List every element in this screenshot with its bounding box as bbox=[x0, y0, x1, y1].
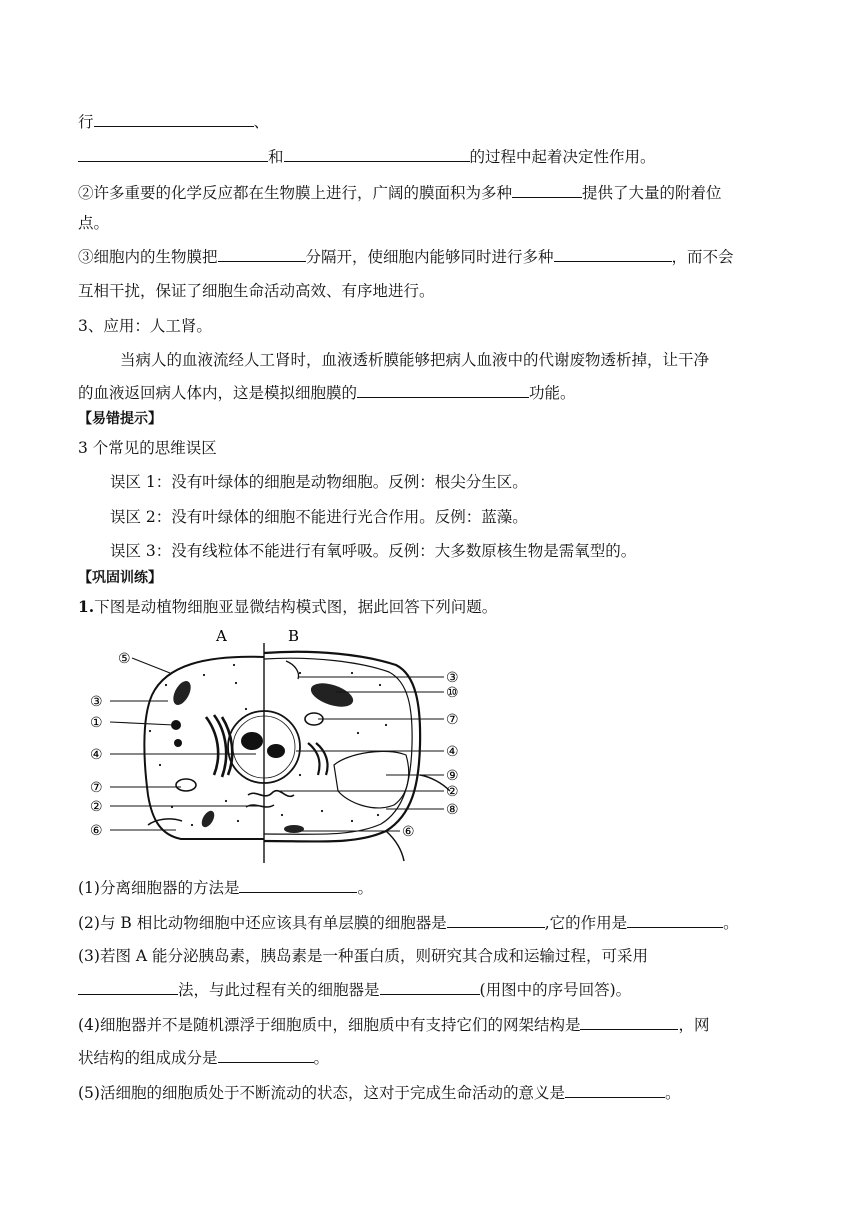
label-1: ① bbox=[90, 715, 103, 731]
answer-blank[interactable] bbox=[78, 145, 268, 162]
text: 。 bbox=[313, 1049, 330, 1067]
question-1 bbox=[78, 596, 497, 618]
answer-blank[interactable] bbox=[78, 978, 178, 995]
subquestion-3b bbox=[78, 978, 631, 1001]
text: 法，与此过程有关的细胞器是 bbox=[178, 981, 380, 999]
label-b: B bbox=[288, 627, 300, 645]
vacuole bbox=[334, 751, 409, 808]
endoplasmic-reticulum bbox=[246, 791, 294, 807]
text: 行 bbox=[78, 113, 94, 131]
tip-item-2: 误区 2：没有叶绿体的细胞不能进行光合作用。反例：蓝藻。 bbox=[110, 508, 528, 526]
label-8: ⑧ bbox=[446, 802, 459, 818]
label-5: ⑤ bbox=[118, 651, 131, 667]
text: ③细胞内的生物膜把 bbox=[78, 248, 218, 266]
text: (4)细胞器并不是随机漂浮于细胞质中，细胞质中有支持它们的网架结构是 bbox=[78, 1016, 581, 1034]
label-a: A bbox=[216, 627, 227, 645]
label-2-right: ② bbox=[446, 784, 459, 800]
label-4: ④ bbox=[90, 747, 103, 763]
section-header-tips: 【易错提示】 bbox=[78, 411, 162, 427]
question-text: 下图是动植物细胞亚显微结构模式图，据此回答下列问题。 bbox=[94, 598, 498, 616]
text: (用图中的序号回答)。 bbox=[479, 981, 632, 999]
answer-blank[interactable] bbox=[239, 876, 357, 893]
section-header-practice: 【巩固训练】 bbox=[78, 570, 162, 586]
subquestion-3a: (3)若图 A 能分泌胰岛素，胰岛素是一种蛋白质，则研究其合成和运输过程，可采用 bbox=[78, 947, 649, 965]
tip-item-1: 误区 1：没有叶绿体的细胞是动物细胞。反例：根尖分生区。 bbox=[110, 473, 528, 491]
text: 分隔开，使细胞内能够同时进行多种 bbox=[305, 248, 554, 266]
label-6: ⑥ bbox=[90, 823, 103, 839]
tip-item-3: 误区 3：没有线粒体不能进行有氧呼吸。反例：大多数原核生物是需氧型的。 bbox=[110, 542, 637, 560]
label-3: ③ bbox=[90, 694, 103, 710]
text: 。 bbox=[723, 914, 739, 932]
text: 提供了大量的附着位 bbox=[582, 184, 722, 202]
subquestion-5 bbox=[78, 1081, 680, 1104]
text-line-6: 互相干扰，保证了细胞生命活动高效、有序地进行。 bbox=[78, 282, 435, 300]
label-4-right: ④ bbox=[446, 744, 459, 760]
label-3-right: ③ bbox=[446, 670, 459, 686]
text: 。 bbox=[357, 879, 373, 897]
answer-blank[interactable] bbox=[554, 245, 672, 262]
text-line-4: 点。 bbox=[78, 214, 110, 232]
nucleolus bbox=[241, 732, 263, 750]
answer-blank[interactable] bbox=[627, 911, 723, 928]
label-7-right: ⑦ bbox=[446, 712, 459, 728]
text-line-1 bbox=[78, 110, 269, 133]
answer-blank[interactable] bbox=[357, 381, 529, 398]
text-line-2 bbox=[78, 145, 656, 168]
text-line-3 bbox=[78, 181, 722, 204]
centrosome bbox=[171, 720, 182, 747]
text: ,它的作用是 bbox=[544, 914, 628, 932]
text: 的血液返回病人体内，这是模拟细胞膜的 bbox=[78, 384, 358, 402]
answer-blank[interactable] bbox=[512, 181, 582, 198]
answer-blank[interactable] bbox=[218, 245, 306, 262]
subquestion-2 bbox=[78, 911, 739, 934]
question-number: 1. bbox=[78, 597, 95, 616]
text: (1)分离细胞器的方法是 bbox=[78, 879, 240, 897]
subquestion-1 bbox=[78, 876, 373, 899]
text: 功能。 bbox=[529, 384, 576, 402]
plant-cell-wall bbox=[264, 652, 420, 842]
answer-blank[interactable] bbox=[580, 1013, 678, 1030]
label-7: ⑦ bbox=[90, 780, 103, 796]
text: ，而不会 bbox=[671, 248, 734, 266]
label-10: ⑩ bbox=[446, 685, 459, 701]
text: 的过程中起着决定性作用。 bbox=[469, 148, 656, 166]
text: 状结构的组成成分是 bbox=[78, 1049, 218, 1067]
text: (2)与 B 相比动物细胞中还应该具有单层膜的细胞器是 bbox=[78, 914, 447, 932]
answer-blank[interactable] bbox=[380, 978, 480, 995]
plant-cell-membrane bbox=[264, 658, 412, 834]
subquestion-4a bbox=[78, 1013, 709, 1036]
text: (5)活细胞的细胞质处于不断流动的状态，这对于完成生命活动的意义是 bbox=[78, 1084, 565, 1102]
tips-intro: 3 个常见的思维误区 bbox=[78, 439, 217, 457]
answer-blank[interactable] bbox=[565, 1081, 665, 1098]
cell-diagram bbox=[86, 625, 476, 865]
subquestion-4b bbox=[78, 1046, 329, 1069]
text-line-5 bbox=[78, 245, 734, 268]
answer-blank[interactable] bbox=[218, 1046, 314, 1063]
label-2: ② bbox=[90, 799, 103, 815]
text: 。 bbox=[664, 1084, 681, 1102]
text: ，网 bbox=[678, 1016, 710, 1034]
text-line-7: 3、应用：人工肾。 bbox=[78, 317, 212, 335]
chloroplast bbox=[308, 679, 356, 712]
text-line-9 bbox=[78, 381, 576, 404]
text: 、 bbox=[253, 113, 270, 131]
label-9: ⑨ bbox=[446, 768, 459, 784]
answer-blank[interactable] bbox=[447, 911, 545, 928]
label-6-right: ⑥ bbox=[402, 824, 415, 840]
text: ②许多重要的化学反应都在生物膜上进行，广阔的膜面积为多种 bbox=[78, 184, 513, 202]
text: 和 bbox=[268, 148, 284, 166]
text-line-8: 当病人的血液流经人工肾时，血液透析膜能够把病人血液中的代谢废物透析掉，让干净 bbox=[120, 351, 710, 369]
answer-blank[interactable] bbox=[284, 145, 470, 162]
answer-blank[interactable] bbox=[94, 110, 254, 127]
